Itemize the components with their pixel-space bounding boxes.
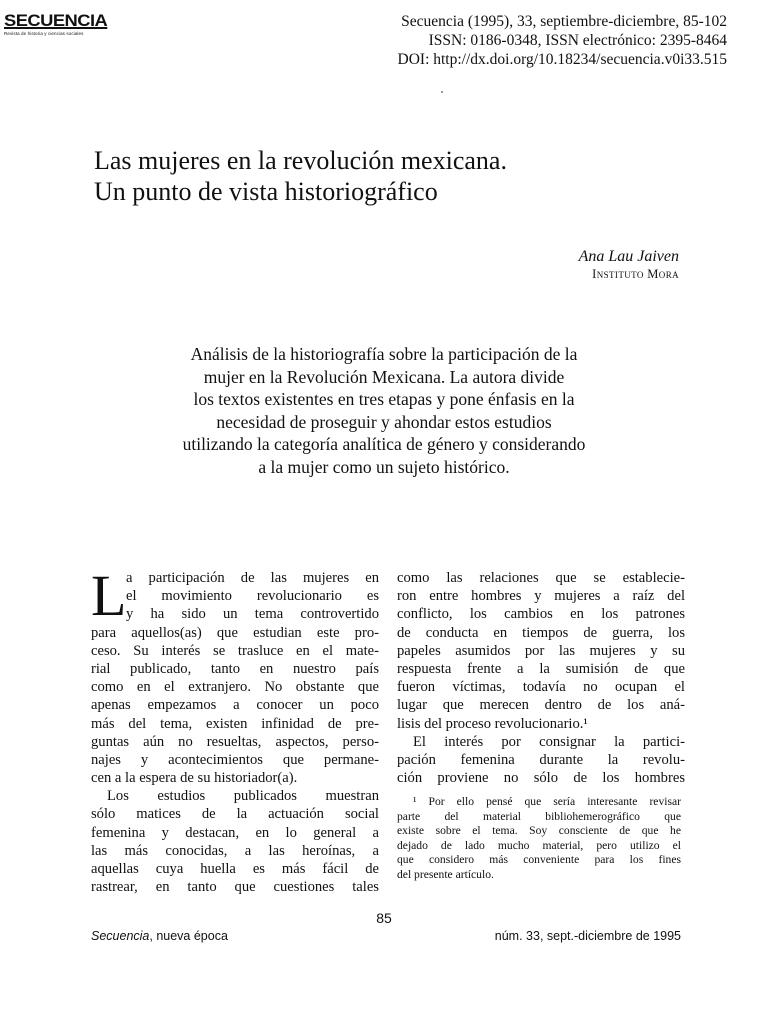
footnote-line: ¹ Por ello pensé que sería interesante revisar	[413, 795, 681, 808]
abstract-line: necesidad de proseguir y ahondar estos estudios	[216, 411, 552, 432]
body-line: sólo matices de la actuación social	[91, 806, 379, 823]
body-line: apenas empezamos a conocer un poco	[91, 697, 379, 714]
abstract-line: utilizando la categoría analítica de género y considerando	[182, 434, 586, 454]
abstract-line: Análisis de la historiografía sobre la participación de la	[190, 344, 578, 364]
body-line: como las relaciones que se establecie-	[397, 570, 685, 586]
citation-line: Secuencia (1995), 33, septiembre-diciembre, 85-102	[401, 13, 727, 30]
body-column-right	[397, 569, 685, 787]
doi-link[interactable]: DOI: http://dx.doi.org/10.18234/secuencia.v0i33.515	[397, 51, 727, 68]
abstract	[120, 343, 648, 478]
logo-tagline: Revista de historia y ciencias sociales	[4, 31, 84, 36]
body-line: conflicto, los cambios en los patrones	[397, 606, 685, 623]
body-line: ceso. Su interés se trasluce en el mate-	[91, 642, 379, 659]
journal-logo	[4, 12, 122, 37]
footer-journal-suffix: , nueva época	[149, 929, 228, 943]
footer-issue: núm. 33, sept.-diciembre de 1995	[494, 929, 681, 943]
body-line: rastrear, en tanto que cuestiones tales	[91, 879, 379, 896]
footer-journal	[91, 929, 228, 944]
body-line: femenina y destacan, en lo general a	[91, 824, 379, 841]
footer-journal-name: Secuencia	[91, 929, 150, 943]
abstract-line: los textos existentes en tres etapas y pone énfasis en la	[193, 389, 575, 409]
body-line: para aquellos(as) que estudian este pro-	[91, 624, 379, 641]
body-line: aquellas cuya huella es más fácil de	[91, 861, 379, 877]
abstract-line: a la mujer como un sujeto histórico.	[258, 456, 510, 477]
logo-wordmark: SECUENCIA	[4, 11, 108, 30]
footnote-line: del presente artículo.	[397, 867, 494, 881]
body-line: pación femenina durante la revolu-	[397, 751, 685, 768]
body-line: las más conocidas, a las heroínas, a	[91, 842, 379, 859]
footnote-line: parte del material bibliohemerográfico que	[397, 809, 681, 823]
body-line: el movimiento revolucionario es	[126, 588, 379, 605]
author-institution: Instituto Mora	[592, 267, 679, 281]
citation-line: ISSN: 0186-0348, ISSN electrónico: 2395-8464	[428, 32, 727, 49]
footnote	[397, 795, 681, 882]
body-line: a participación de las mujeres en	[126, 570, 379, 586]
body-line: guntas aún no resueltas, aspectos, perso-	[91, 733, 379, 750]
title-line: Un punto de vista historiográfico	[94, 177, 438, 206]
drop-cap: L	[91, 563, 127, 628]
footnote-line: dejado de lado mucho material, pero utilizo el	[397, 838, 681, 852]
body-line: papeles asumidos por las mujeres y su	[397, 642, 685, 659]
body-line: ción proviene no sólo de los hombres	[397, 770, 685, 787]
author-block	[579, 247, 679, 283]
body-line: fueron víctimas, todavía no ocupan el	[397, 679, 685, 696]
body-line: ron entre hombres y mujeres a raíz del	[397, 588, 685, 605]
author-name: Ana Lau Jaiven	[578, 248, 679, 265]
body-line: lugar que merecen dentro de los aná-	[397, 697, 685, 714]
title-line: Las mujeres en la revolución mexicana.	[94, 146, 507, 175]
body-line-with-footnote-ref: lisis del proceso revolucionario.¹	[397, 715, 588, 732]
body-line: Los estudios publicados muestran	[107, 788, 379, 805]
page-number: 85	[376, 910, 392, 926]
body-column-left	[91, 563, 379, 896]
citation-block	[398, 12, 727, 69]
body-line: respuesta frente a la sumisión de que	[397, 660, 685, 677]
footnote-line: que considero más conveniente para los fines	[397, 853, 681, 866]
body-line: cen a la espera de su historiador(a).	[91, 770, 298, 787]
body-line: y ha sido un tema controvertido	[126, 606, 379, 623]
body-line: najes y acontecimientos que permane-	[91, 751, 379, 768]
footnote-line: existe sobre el tema. Soy consciente de que he	[397, 824, 681, 837]
body-line: como en el extranjero. No obstante que	[91, 679, 379, 696]
body-line: de conducta en tiempos de guerra, los	[397, 624, 685, 641]
scan-speck	[441, 91, 443, 93]
article-title	[94, 145, 507, 207]
body-line: más del tema, existen infinidad de pre-	[91, 715, 379, 732]
body-line: El interés por consignar la partici-	[413, 733, 685, 750]
abstract-line: mujer en la Revolución Mexicana. La autora divide	[203, 366, 565, 387]
body-line: rial publicado, tanto en nuestro país	[91, 660, 379, 677]
